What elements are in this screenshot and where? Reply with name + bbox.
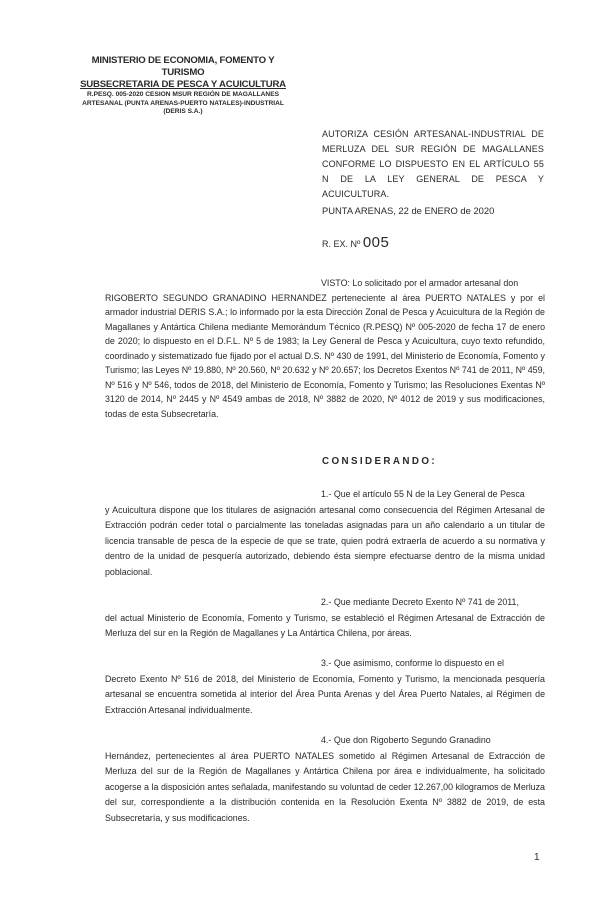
visto-section <box>105 276 545 421</box>
paragraph-2-body: del actual Ministerio de Economía, Fomento y Turismo, se estableció el Régimen Artesanal de Extracción de Merluza del sur en la Región de Magallanes y La Antártica Chilena, por áreas. <box>105 612 545 638</box>
resolution-label: R. EX. Nº <box>322 239 361 249</box>
page-number: 1 <box>534 852 540 863</box>
paragraph-3-body: Decreto Exento Nº 516 de 2018, del Ministerio de Economía, Fomento y Turismo, la mencionada pesquería artesanal se encuentra sometida al interior del Área Punta Arenas y del Área Puerto Natales, al Régimen de Extracción Artesanal individualmente. <box>105 673 545 715</box>
paragraph-1-lead: 1.- Que el artículo 55 N de la Ley General de Pesca <box>321 489 525 499</box>
letterhead <box>78 55 288 117</box>
visto-body: RIGOBERTO SEGUNDO GRANADINO HERNANDEZ perteneciente al área PUERTO NATALES y por el armador industrial DERIS S.A.; lo informado por la esta Dirección Zonal de Pesca y Acuicultura de la Región de Magallanes y Antártica Chilena mediante Memorándum Técnico (R.PESQ) Nº 005-2020 de fecha 17 de enero de 2020; lo dispuesto en el D.F.L. Nº 5 de 1983; la Ley General de Pesca y Acuicultura, cuyo texto refundido, coordinado y sistematizado fue fijado por el actual D.S. Nº 430 de 1991, del Ministerio de Economía, Fomento y Turismo; las Leyes Nº 19.880, Nº 20.560, Nº 20.632 y Nº 20.657; los Decretos Exentos Nº 741 de 2011, Nº 459, Nº 516 y Nº 546, todos de 2018, del Ministerio de Economía, Fomento y Turismo; las Resoluciones Exentas Nº 3120 de 2014, Nº 2445 y Nº 4549 ambas de 2018, Nº 3882 de 2020, Nº 4012 de 2019 y sus modificaciones, todas de esta Subsecretaría. <box>105 292 545 419</box>
considerando-heading: CONSIDERANDO: <box>322 456 438 467</box>
considerando-paragraph-4 <box>105 733 545 826</box>
paragraph-4-body: Hernández, pertenecientes al área PUERTO NATALES sometido al Régimen Artesanal de Extracción de Merluza del sur de la Región de Magallanes y Antártica Chilena por área e individualmente, ha solicitado acogerse a la disposición antes señalada, manifestando su voluntad de ceder 12.267,00 kilogramos de Merluza del sur, correspondiente a la distribución contenida en la Resolución Exenta Nº 3882 de 2019, de esta Subsecretaría, y sus modificaciones. <box>105 750 545 823</box>
resolution-number-value: 005 <box>362 234 390 251</box>
considerando-paragraph-2 <box>105 595 545 642</box>
considerando-paragraph-1 <box>105 487 545 580</box>
subsecretaria-name: SUBSECRETARIA DE PESCA Y ACUICULTURA <box>80 78 286 90</box>
resolution-subject: AUTORIZA CESIÓN ARTESANAL-INDUSTRIAL DE MERLUZA DEL SUR REGIÓN DE MAGALLANES CONFORME LO DISPUESTO EN EL ARTÍCULO 55 N DE LA LEY GENERAL DE PESCA Y ACUICULTURA. <box>322 129 544 199</box>
reference-line-3: (DERIS S.A.) <box>163 108 203 116</box>
reference-line-2: ARTESANAL (PUNTA ARENAS-PUERTO NATALES)-INDUSTRIAL <box>82 99 284 107</box>
reference-line-1: R.PESQ. 005-2020 CESION MSUR REGIÓN DE MAGALLANES <box>87 90 279 98</box>
ministry-name: MINISTERIO DE ECONOMIA, FOMENTO Y TURISMO <box>91 55 275 78</box>
paragraph-1-body: y Acuicultura dispone que los titulares de asignación artesanal como consecuencia del Régimen Artesanal de Extracción podrán ceder total o parcialmente las toneladas asignadas para un año calendario a un titular de licencia transable de pesca de la especie de que se trate, quien podrá extraerla de acuerdo a su normativa y dentro de la unidad de pesquería autorizado, debiendo ésta siempre efectuarse dentro de la misma unidad poblacional. <box>105 504 545 577</box>
paragraph-3-lead: 3.- Que asimismo, conforme lo dispuesto en el <box>321 658 505 668</box>
resolution-number <box>322 234 389 251</box>
paragraph-2-lead: 2.- Que mediante Decreto Exento Nº 741 de 2011, <box>321 597 519 607</box>
considerando-paragraph-3 <box>105 656 545 718</box>
paragraph-4-lead: 4.- Que don Rigoberto Segundo Granadino <box>321 735 491 745</box>
place-and-date: PUNTA ARENAS, 22 de ENERO de 2020 <box>322 205 495 216</box>
visto-lead: VISTO: Lo solicitado por el armador artesanal don <box>321 278 519 288</box>
